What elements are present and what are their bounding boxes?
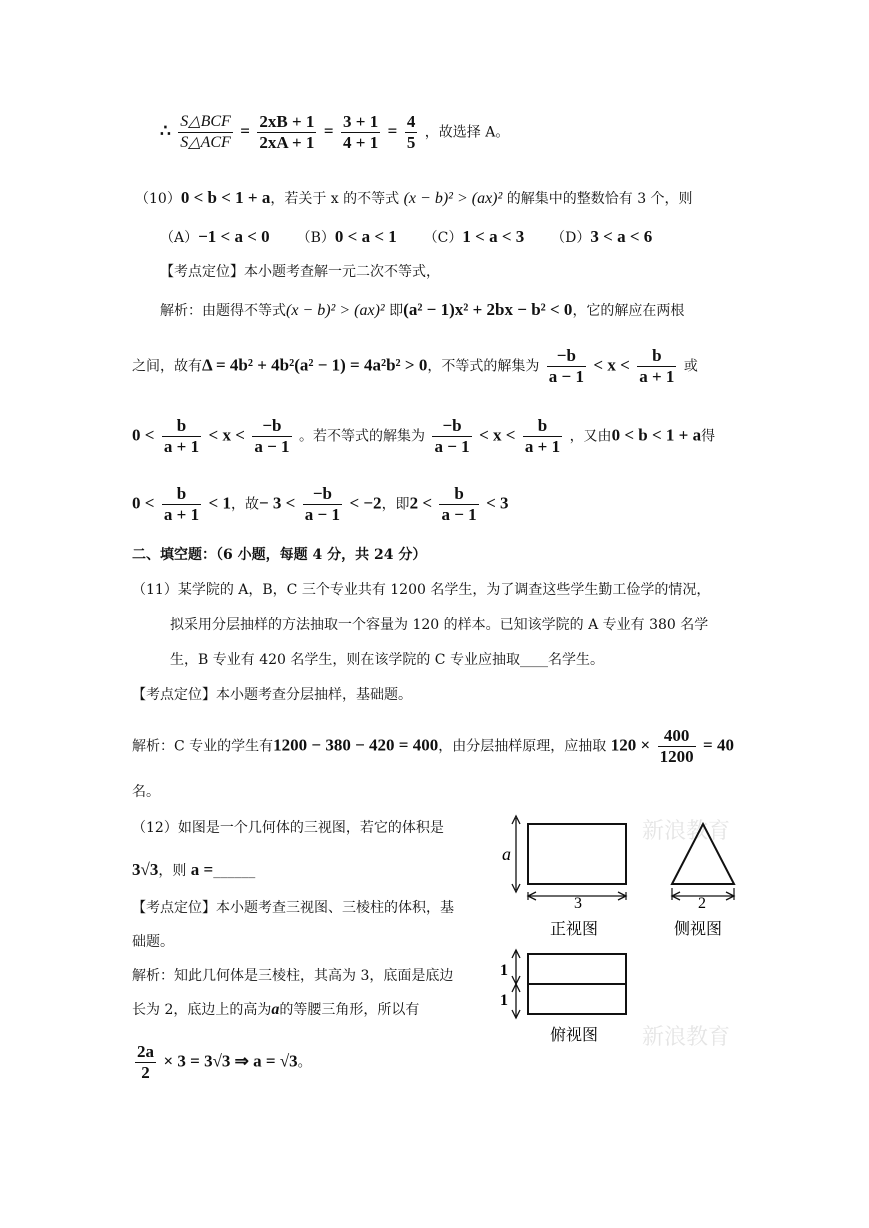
ratio-fraction: $\frac{\text{S△BCF}}{\text{S△ACF}}$	[180, 113, 231, 151]
q11-line3: 生，B 专业有 420 名学生，则在该学院的 C 专业应抽取____名学生。	[170, 652, 604, 668]
label-1-lower: 1	[500, 992, 508, 1009]
q12-line1: （12）如图是一个几何体的三视图，若它的体积是	[132, 820, 444, 836]
label-1-upper: 1	[500, 962, 508, 979]
label-3: 3	[574, 895, 582, 912]
q10-kaodian: 【考点定位】本小题考查解一元二次不等式，	[160, 264, 440, 280]
q12-solution-2: 长为 2，底边上的高为a的等腰三角形，所以有	[132, 1001, 420, 1018]
front-view-label: 正视图	[550, 919, 599, 938]
q12-solution-1: 解析：知此几何体是三棱柱，其高为 3，底面是底边	[132, 968, 454, 984]
therefore-symbol: ∴	[160, 121, 171, 141]
q11-line2: 拟采用分层抽样的方法抽取一个容量为 120 的样本。已知该学院的 A 专业有 380 名学	[170, 617, 709, 633]
q11-kaodian: 【考点定位】本小题考查分层抽样，基础题。	[132, 687, 412, 703]
front-view	[512, 816, 626, 900]
q10-solution-line1: 解析：由题得不等式(x − b)² > (ax)² 即(a² − 1)x² + 2bx − b² < 0，它的解应在两根	[160, 300, 685, 319]
top-view	[512, 950, 626, 1018]
q10-solution-line2: 之间，故有Δ = 4b² + 4b²(a² − 1) = 4a²b² > 0，不等式的解集为 $\frac{-b}{a - 1}$ < x < $\frac{b}{a + 1}$ 或	[132, 346, 698, 386]
q12-kaodian-2: 础题。	[132, 934, 174, 950]
q12-solution-3: $\frac{2a}{2}$ × 3 = 3√3 ⇒ a = √3。	[137, 1042, 312, 1082]
svg-text:新浪教育: 新浪教育	[642, 1025, 731, 1050]
q11-line1: （11）某学院的 A，B，C 三个专业共有 1200 名学生，为了调查这些学生勤工俭学的情况，	[132, 582, 711, 598]
svg-text:新浪教育: 新浪教育	[642, 819, 731, 844]
side-view-label: 侧视图	[674, 919, 723, 938]
question-10-stem: （10）0 < b < 1 + a，若关于 x 的不等式 (x − b)² > (ax)² 的解集中的整数恰有 3 个，则	[135, 188, 693, 207]
label-2: 2	[698, 895, 706, 912]
x-fraction: $\frac{2xB + 1}{2xA + 1}$	[259, 112, 315, 152]
q10-solution-line3: 0 < $\frac{b}{a + 1}$ < x < $\frac{-b}{a - 1}$ 。若不等式的解集为 $\frac{-b}{a - 1}$ < x < $\frac{b}{a + 1}$ ，又由0 < b < 1 + a得	[132, 416, 716, 456]
section-header: 二、填空题：（6 小题，每题 4 分，共 24 分）	[132, 547, 427, 563]
num-fraction: $\frac{3 + 1}{4 + 1}$	[343, 112, 379, 152]
result-fraction: $\frac{4}{5}$	[406, 112, 416, 152]
q11-solution: 解析：C 专业的学生有1200 − 380 − 420 = 400，由分层抽样原理，应抽取 120 × $\frac{400}{1200}$ = 40	[132, 726, 734, 766]
three-view-figure	[492, 808, 742, 1064]
q12-line2: 3√3，则 a =______	[132, 860, 256, 879]
label-a: a	[502, 844, 511, 864]
q12-kaodian-1: 【考点定位】本小题考查三视图、三棱柱的体积，基	[132, 900, 454, 916]
question-10-options: （A）−1 < a < 0 （B）0 < a < 1 （C）1 < a < 3 （D）3 < a < 6	[160, 227, 653, 246]
q11-solution-end: 名。	[132, 784, 160, 800]
q10-solution-line4: 0 < $\frac{b}{a + 1}$ < 1，故− 3 < $\frac{-b}{a - 1}$ < −2，即2 < $\frac{b}{a - 1}$ < 3	[132, 484, 509, 524]
area-ratio-line: ∴ $\frac{\text{S△BCF}}{\text{S△ACF}}$ = $\frac{2xB + 1}{2xA + 1}$ = $\frac{3 + 1}{4 + 1}$ = $\frac{4}{5}$ ，故选择 A。	[160, 112, 510, 152]
top-view-label: 俯视图	[550, 1025, 599, 1044]
